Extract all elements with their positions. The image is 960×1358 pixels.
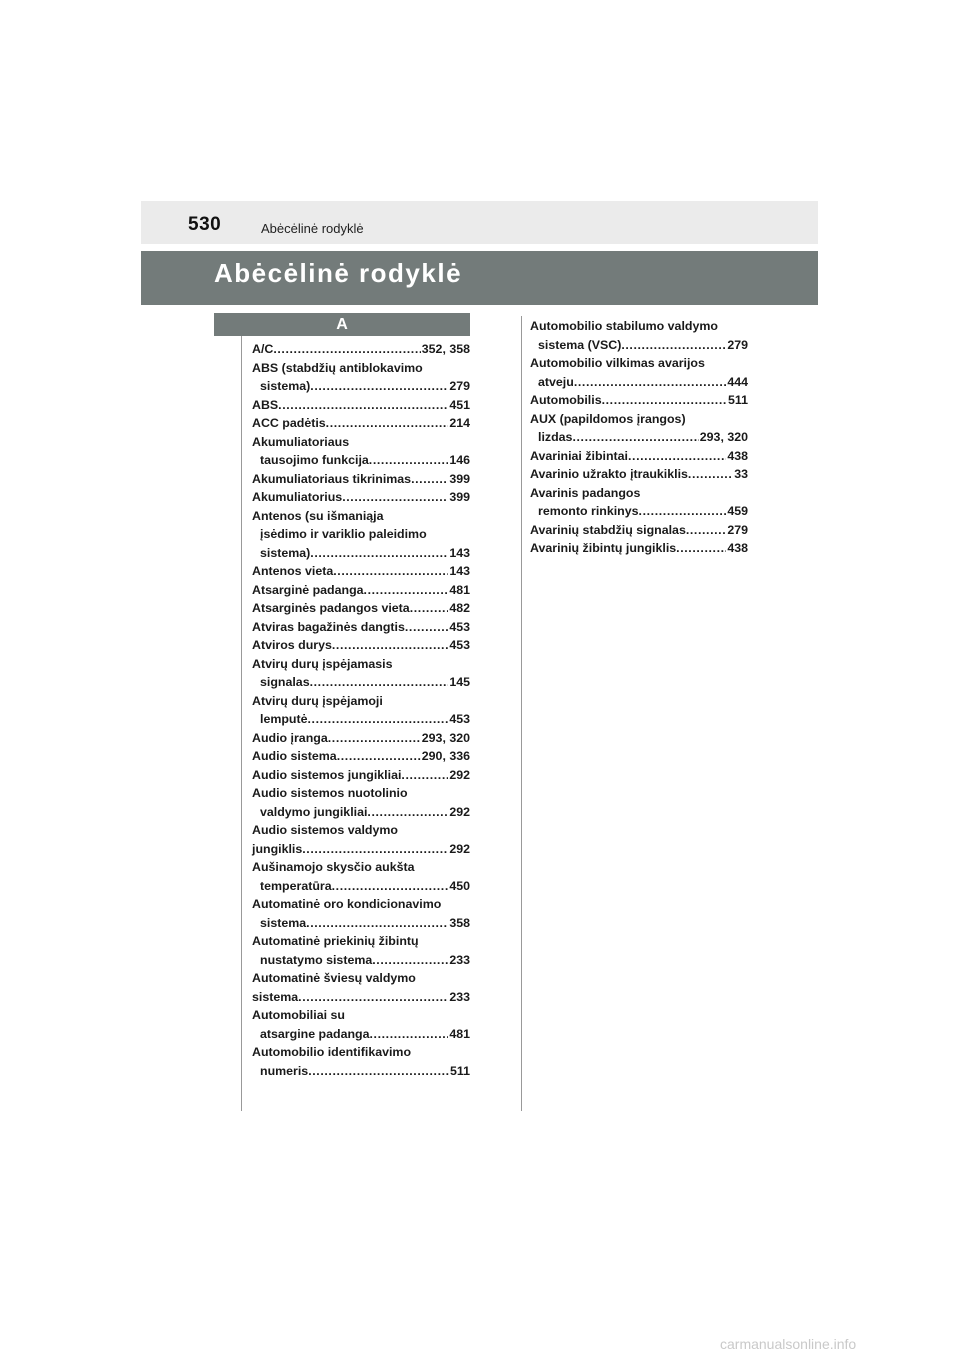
index-entry-leader-line bbox=[252, 618, 470, 637]
dot-leader bbox=[621, 336, 726, 355]
index-entry-term: Avarinių stabdžių signalas bbox=[530, 522, 686, 537]
index-entry-term: Audio įranga bbox=[252, 730, 328, 745]
index-entry-text: Avarinis padangos bbox=[530, 485, 641, 500]
index-entry bbox=[252, 433, 470, 470]
index-entry bbox=[252, 488, 470, 507]
index-entry bbox=[252, 414, 470, 433]
dot-leader bbox=[337, 747, 421, 766]
index-entry-term: Atviras bagažinės dangtis bbox=[252, 619, 405, 634]
index-entry-term: Audio sistema bbox=[252, 749, 337, 763]
index-entry-page-ref: 358 bbox=[449, 915, 470, 930]
dot-leader bbox=[364, 581, 449, 600]
index-entry-text: Automatinė priekinių žibintų bbox=[252, 934, 419, 948]
index-entry-leader-line bbox=[252, 729, 470, 748]
index-entry-term: Atviros durys bbox=[252, 638, 332, 652]
dot-leader bbox=[310, 673, 449, 692]
index-entry bbox=[252, 507, 470, 563]
header-bar bbox=[141, 201, 818, 244]
index-entry bbox=[530, 484, 748, 521]
index-column-right bbox=[530, 317, 748, 558]
index-entry-term: Antenos vieta bbox=[252, 564, 334, 578]
dot-leader bbox=[401, 766, 448, 785]
index-entry-page-ref: 279 bbox=[727, 522, 748, 537]
index-entry-term: Avariniai žibintai bbox=[530, 448, 628, 463]
index-entry-page-ref: 143 bbox=[449, 564, 470, 578]
index-entry bbox=[530, 317, 748, 354]
dot-leader bbox=[628, 447, 726, 466]
index-entry bbox=[252, 618, 470, 637]
index-entry-page-ref: 143 bbox=[449, 545, 470, 560]
index-entry-term: lemputė bbox=[260, 712, 308, 726]
index-entry-text: Automobilio stabilumo valdymo bbox=[530, 319, 718, 333]
index-entry-term: sistema (VSC) bbox=[538, 337, 622, 352]
index-entry-text: Audio sistemos valdymo bbox=[252, 823, 398, 837]
index-entry-term: nustatymo sistema bbox=[260, 952, 373, 967]
index-entry-term: Avarinių žibintų jungiklis bbox=[530, 541, 677, 555]
index-entry-text: AUX (papildomos įrangos) bbox=[530, 411, 686, 426]
index-entry-text: Automobiliai su bbox=[252, 1008, 345, 1022]
dot-leader bbox=[333, 562, 448, 581]
index-entry-leader-line bbox=[252, 914, 470, 933]
dot-leader bbox=[369, 1025, 448, 1044]
index-entry-leader-line bbox=[252, 877, 470, 896]
index-entry-text: Automatinė oro kondicionavimo bbox=[252, 897, 442, 911]
index-entry bbox=[252, 766, 470, 785]
index-entry-leader-line bbox=[252, 340, 470, 359]
index-entry-page-ref: 459 bbox=[727, 504, 748, 518]
index-entry-page-ref: 438 bbox=[727, 448, 748, 463]
dot-leader bbox=[688, 465, 733, 484]
index-entry-page-ref: 33 bbox=[734, 467, 748, 481]
index-entry-term: ABS bbox=[252, 397, 279, 412]
index-entry-page-ref: 481 bbox=[449, 582, 470, 597]
index-entry-page-ref: 511 bbox=[728, 393, 748, 407]
index-entry-text: Atvirų durų įspėjamasis bbox=[252, 656, 393, 671]
dot-leader bbox=[639, 502, 727, 521]
dot-leader bbox=[405, 618, 448, 637]
index-entry bbox=[252, 969, 470, 1006]
index-entry bbox=[530, 410, 748, 447]
index-entry bbox=[252, 747, 470, 766]
right-column-rule bbox=[521, 316, 522, 1111]
watermark: carmanualsonline.info bbox=[720, 1336, 857, 1352]
index-entry-leader-line bbox=[252, 470, 470, 489]
index-entry-leader-line bbox=[252, 599, 470, 618]
dot-leader bbox=[306, 914, 448, 933]
index-entry-page-ref: 450 bbox=[449, 878, 470, 893]
index-entry-page-ref: 399 bbox=[449, 490, 470, 504]
index-entry-page-ref: 290, 336 bbox=[421, 749, 470, 763]
dot-leader bbox=[310, 377, 448, 396]
index-entry-page-ref: 145 bbox=[449, 675, 470, 689]
index-entry-leader-line bbox=[530, 336, 748, 355]
index-entry-page-ref: 292 bbox=[449, 767, 470, 782]
index-entry-page-ref: 214 bbox=[449, 416, 470, 430]
index-entry bbox=[530, 391, 748, 410]
index-entry-page-ref: 444 bbox=[727, 374, 748, 389]
index-entry-term: sistema bbox=[252, 989, 299, 1004]
index-entry bbox=[252, 599, 470, 618]
index-entry-page-ref: 482 bbox=[449, 601, 470, 615]
index-entry-leader-line bbox=[252, 562, 470, 581]
index-entry-page-ref: 399 bbox=[449, 471, 470, 486]
dot-leader bbox=[332, 877, 449, 896]
index-entry-text: Atvirų durų įspėjamoji bbox=[252, 693, 383, 708]
dot-leader bbox=[308, 710, 449, 729]
index-entry-leader-line bbox=[530, 465, 748, 484]
index-entry-leader-line bbox=[252, 636, 470, 655]
index-entry-page-ref: 279 bbox=[449, 379, 470, 393]
dot-leader bbox=[574, 373, 727, 392]
index-entry-leader-line bbox=[530, 502, 748, 521]
index-entry-leader-line bbox=[252, 803, 470, 822]
index-entry bbox=[252, 655, 470, 692]
index-entry bbox=[530, 447, 748, 466]
index-column-left bbox=[252, 340, 470, 1080]
index-entry-term: sistema) bbox=[260, 545, 311, 560]
index-entry-page-ref: 352, 358 bbox=[421, 342, 470, 356]
dot-leader bbox=[332, 636, 448, 655]
index-entry bbox=[252, 858, 470, 895]
running-head: Abėcėlinė rodyklė bbox=[261, 221, 364, 236]
index-entry-term: atsargine padanga bbox=[260, 1026, 370, 1041]
index-entry-text: Aušinamojo skysčio aukšta bbox=[252, 860, 415, 874]
index-entry-leader-line bbox=[530, 391, 748, 410]
index-entry-term: sistema) bbox=[260, 379, 311, 393]
index-entry-term: Avarinio užrakto įtraukiklis bbox=[530, 467, 688, 481]
index-entry bbox=[530, 521, 748, 540]
index-entry-text: ABS (stabdžių antiblokavimo bbox=[252, 360, 423, 375]
index-entry-text: Akumuliatoriaus bbox=[252, 434, 350, 449]
index-entry-leader-line bbox=[252, 951, 470, 970]
index-entry bbox=[252, 636, 470, 655]
index-entry bbox=[252, 396, 470, 415]
dot-leader bbox=[372, 951, 448, 970]
index-entry-leader-line bbox=[530, 521, 748, 540]
index-entry bbox=[252, 470, 470, 489]
dot-leader bbox=[302, 840, 448, 859]
index-entry bbox=[252, 692, 470, 729]
index-entry bbox=[252, 1006, 470, 1043]
index-entry-leader-line bbox=[252, 1025, 470, 1044]
section-letter-a: A bbox=[214, 313, 470, 336]
index-entry-text: Automobilio identifikavimo bbox=[252, 1045, 412, 1059]
index-entry-term: Akumuliatorius bbox=[252, 490, 343, 504]
index-entry-leader-line bbox=[530, 373, 748, 392]
index-entry-term: tausojimo funkcija bbox=[260, 453, 369, 467]
index-entry-term: Automobilis bbox=[530, 393, 602, 407]
index-entry bbox=[252, 932, 470, 969]
index-entry-term: ACC padėtis bbox=[252, 416, 326, 430]
index-entry-page-ref: 453 bbox=[449, 638, 470, 652]
index-entry-term: atveju bbox=[538, 374, 574, 389]
index-entry-term: valdymo jungikliai bbox=[260, 804, 368, 819]
dot-leader bbox=[328, 729, 421, 748]
index-entry-leader-line bbox=[252, 673, 470, 692]
index-entry bbox=[252, 895, 470, 932]
index-entry bbox=[252, 784, 470, 821]
index-entry-term: jungiklis bbox=[252, 841, 303, 856]
index-entry bbox=[530, 354, 748, 391]
index-entry-text: Antenos (su išmaniąja bbox=[252, 508, 384, 523]
index-entry-leader-line bbox=[252, 1062, 470, 1081]
index-entry-leader-line bbox=[252, 488, 470, 507]
index-entry-leader-line bbox=[252, 451, 470, 470]
page-title: Abėcėlinė rodyklė bbox=[214, 258, 463, 288]
index-entry-term: numeris bbox=[260, 1063, 309, 1078]
index-entry-page-ref: 292 bbox=[449, 841, 470, 856]
dot-leader bbox=[602, 391, 727, 410]
index-entry-page-ref: 279 bbox=[727, 337, 748, 352]
index-entry bbox=[252, 340, 470, 359]
dot-leader bbox=[298, 988, 448, 1007]
index-entry-leader-line bbox=[252, 988, 470, 1007]
index-entry bbox=[252, 359, 470, 396]
dot-leader bbox=[273, 340, 420, 359]
index-entry bbox=[252, 1043, 470, 1080]
index-entry-leader-line bbox=[252, 710, 470, 729]
index-entry-leader-line bbox=[252, 396, 470, 415]
index-entry bbox=[252, 821, 470, 858]
index-entry-page-ref: 293, 320 bbox=[421, 730, 470, 745]
index-entry-page-ref: 233 bbox=[449, 952, 470, 967]
index-entry-page-ref: 438 bbox=[727, 541, 748, 555]
index-entry-leader-line bbox=[252, 766, 470, 785]
index-entry-leader-line bbox=[530, 539, 748, 558]
page-number: 530 bbox=[188, 214, 222, 235]
index-entry-text: Automatinė šviesų valdymo bbox=[252, 971, 416, 985]
index-entry bbox=[252, 562, 470, 581]
index-entry-page-ref: 481 bbox=[449, 1026, 470, 1041]
dot-leader bbox=[686, 521, 726, 540]
index-entry-page-ref: 146 bbox=[449, 453, 470, 467]
index-entry-term: Audio sistemos jungikliai bbox=[252, 767, 402, 782]
dot-leader bbox=[676, 539, 726, 558]
dot-leader bbox=[342, 488, 448, 507]
index-entry bbox=[252, 729, 470, 748]
index-entry-page-ref: 453 bbox=[449, 712, 470, 726]
index-entry bbox=[252, 581, 470, 600]
index-entry-leader-line bbox=[252, 747, 470, 766]
index-entry-page-ref: 451 bbox=[449, 397, 470, 412]
index-entry-text: įsėdimo ir variklio paleidimo bbox=[260, 527, 427, 541]
index-entry-page-ref: 453 bbox=[449, 619, 470, 634]
dot-leader bbox=[326, 414, 449, 433]
dot-leader bbox=[310, 544, 448, 563]
index-entry-leader-line bbox=[252, 414, 470, 433]
index-entry-page-ref: 233 bbox=[449, 989, 470, 1004]
index-entry-term: remonto rinkinys bbox=[538, 504, 639, 518]
dot-leader bbox=[411, 470, 448, 489]
index-entry-term: lizdas bbox=[538, 430, 573, 444]
index-entry-text: Audio sistemos nuotolinio bbox=[252, 786, 408, 800]
index-entry-term: temperatūra bbox=[260, 878, 332, 893]
index-entry-leader-line bbox=[252, 581, 470, 600]
index-entry-term: sistema bbox=[260, 915, 307, 930]
index-entry-term: Akumuliatoriaus tikrinimas bbox=[252, 471, 412, 486]
index-entry-term: A/C bbox=[252, 342, 274, 356]
dot-leader bbox=[367, 803, 448, 822]
dot-leader bbox=[369, 451, 449, 470]
index-entry-leader-line bbox=[252, 840, 470, 859]
index-entry-page-ref: 292 bbox=[449, 804, 470, 819]
dot-leader bbox=[278, 396, 448, 415]
index-entry-leader-line bbox=[252, 544, 470, 563]
dot-leader bbox=[572, 428, 698, 447]
index-entry bbox=[530, 465, 748, 484]
left-column-rule bbox=[241, 336, 242, 1111]
index-entry-leader-line bbox=[530, 428, 748, 447]
index-entry-page-ref: 511 bbox=[450, 1063, 470, 1078]
index-entry-leader-line bbox=[530, 447, 748, 466]
index-entry-term: signalas bbox=[260, 675, 310, 689]
index-entry bbox=[530, 539, 748, 558]
index-entry-term: Atsarginė padanga bbox=[252, 582, 364, 597]
index-entry-leader-line bbox=[252, 377, 470, 396]
index-entry-page-ref: 293, 320 bbox=[699, 430, 748, 444]
index-entry-term: Atsarginės padangos vieta bbox=[252, 601, 410, 615]
dot-leader bbox=[308, 1062, 449, 1081]
dot-leader bbox=[410, 599, 449, 618]
index-entry-text: Automobilio vilkimas avarijos bbox=[530, 356, 705, 370]
